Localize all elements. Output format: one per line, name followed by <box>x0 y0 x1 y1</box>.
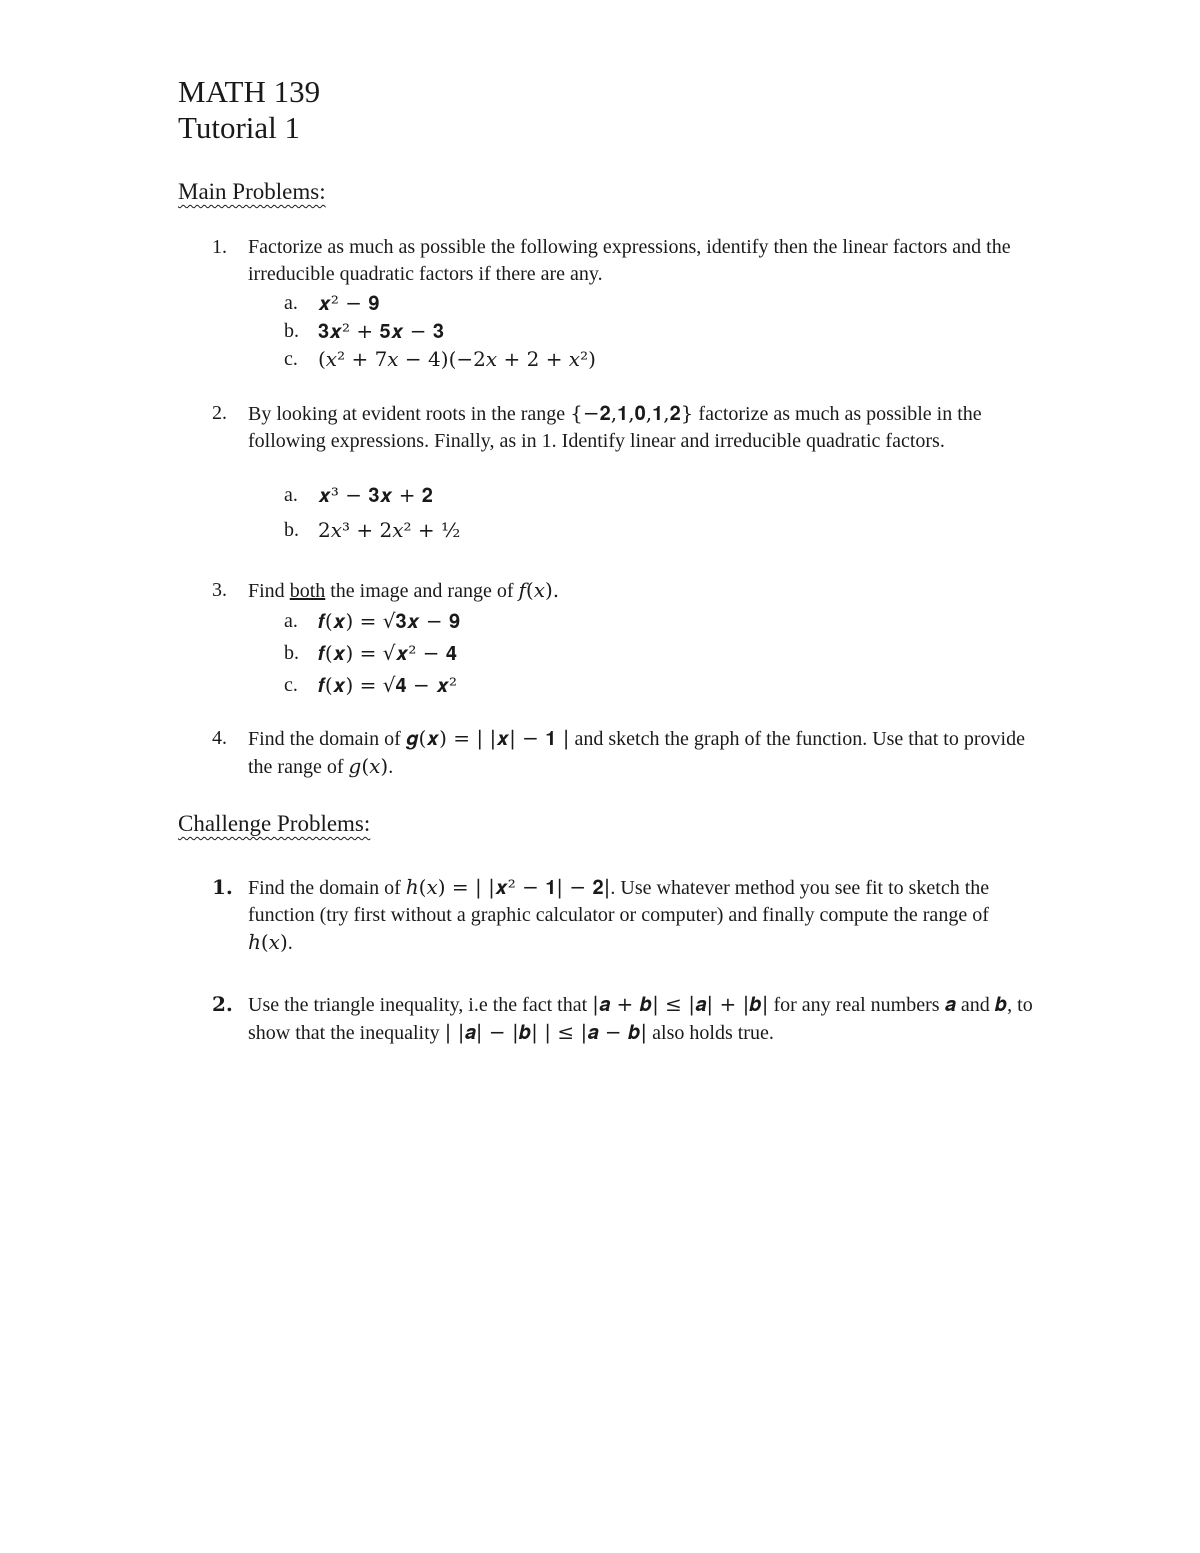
problem-4-text-before: Find the domain of <box>248 728 406 750</box>
challenge-2-text-middle: for any real numbers <box>768 994 945 1016</box>
problem-2-root-set: {−𝟐,𝟏,𝟎,𝟏,𝟐} <box>570 401 694 425</box>
challenge-1-text-middle: . Use whatever method you see fit to sketch the function (try first without a graphic calculator or computer) and finally compute the range of <box>248 877 990 926</box>
tutorial-title: Tutorial 1 <box>178 110 301 145</box>
challenge-1-function-2: ℎ(𝑥) <box>248 930 288 954</box>
problem-3-underlined-word: both <box>289 580 326 602</box>
problem-3b-label: b. <box>284 642 299 664</box>
problem-1-number: 1. <box>212 236 227 258</box>
problem-3-text-after: the image and range of <box>325 580 519 602</box>
challenge-1-text <box>248 874 1038 957</box>
problem-1b-label: b. <box>284 320 299 342</box>
challenge-1-text-before: Find the domain of <box>248 877 406 899</box>
course-title: MATH 139 <box>178 74 321 109</box>
challenge-1-number: 𝟏. <box>212 875 233 899</box>
problem-2a-expr: 𝒙³ − 𝟑𝒙 + 𝟐 <box>318 483 433 507</box>
problem-3-text-before: Find <box>248 580 290 602</box>
problem-1a-label: a. <box>284 292 298 314</box>
problem-1-text: Factorize as much as possible the following expressions, identify then the linear factors and the irreducible quadratic factors if there are any. <box>248 236 1011 285</box>
challenge-2-text-before: Use the triangle inequality, i.e the fact that <box>248 994 593 1016</box>
main-problems-heading: Main Problems: <box>178 179 326 204</box>
challenge-1-text-after: . <box>287 932 293 954</box>
challenge-1-function: ℎ(𝑥) = | |𝒙² − 𝟏| − 𝟐| <box>405 875 611 899</box>
problem-2-text <box>248 400 1038 455</box>
challenge-2-text-after: also holds true. <box>647 1022 774 1044</box>
problem-3-text <box>248 577 1038 605</box>
problem-1a-expr: 𝒙² − 𝟗 <box>318 291 380 315</box>
challenge-2-text-and: and <box>955 994 995 1016</box>
problem-2b-label: b. <box>284 519 299 541</box>
problem-4-text-middle: and sketch the graph of the function. Use that to provide the range of <box>248 728 1025 778</box>
problem-3b-expr: 𝒇(𝒙) = √𝒙² − 𝟒 <box>318 641 458 665</box>
problem-4-text <box>248 725 1038 781</box>
problem-1c-label: c. <box>284 348 298 370</box>
challenge-2-reverse-inequality: | |𝒂| − |𝒃| | ≤ |𝒂 − 𝒃| <box>444 1020 648 1044</box>
problem-1b-expr: 𝟑𝒙² + 𝟓𝒙 − 𝟑 <box>318 319 445 343</box>
problem-3c-label: c. <box>284 674 298 696</box>
challenge-2-var-a: 𝒂 <box>944 992 956 1016</box>
challenge-2-number: 𝟐. <box>212 992 233 1016</box>
problem-2-text-before: By looking at evident roots in the range <box>248 403 571 425</box>
challenge-2-text <box>248 991 1038 1047</box>
problem-4-text-after: . <box>388 756 394 778</box>
problem-3-number: 3. <box>212 579 227 601</box>
challenge-2-triangle-inequality: |𝒂 + 𝒃| ≤ |𝒂| + |𝒃| <box>592 992 769 1016</box>
problem-2b-expr: 2𝑥³ + 2𝑥² + ½ <box>318 518 461 542</box>
problem-2-number: 2. <box>212 402 227 424</box>
problem-3a-expr: 𝒇(𝒙) = √𝟑𝒙 − 𝟗 <box>318 609 461 633</box>
problem-2-text-after: factorize as much as possible in the following expressions. Finally, as in 1. Identify linear and irreducible quadratic factors. <box>248 403 982 452</box>
challenge-2-text-middle-2: , to show that the inequality <box>248 994 1033 1044</box>
challenge-2-var-b: 𝒃 <box>994 992 1008 1016</box>
problem-1c-expr: (𝑥² + 7𝑥 − 4)(−2𝑥 + 2 + 𝑥²) <box>318 347 596 371</box>
problem-3a-label: a. <box>284 610 298 632</box>
challenge-problems-heading: Challenge Problems: <box>178 811 371 836</box>
problem-2a-label: a. <box>284 484 298 506</box>
problem-4-number: 4. <box>212 727 227 749</box>
problem-4-function: 𝒈(𝒙) = | |𝒙| − 𝟏 | <box>405 726 570 750</box>
problem-4-function-2: 𝑔(𝑥) <box>348 754 389 778</box>
problem-3c-expr: 𝒇(𝒙) = √𝟒 − 𝒙² <box>318 673 458 697</box>
problem-3-function: 𝑓(𝑥). <box>518 578 560 602</box>
